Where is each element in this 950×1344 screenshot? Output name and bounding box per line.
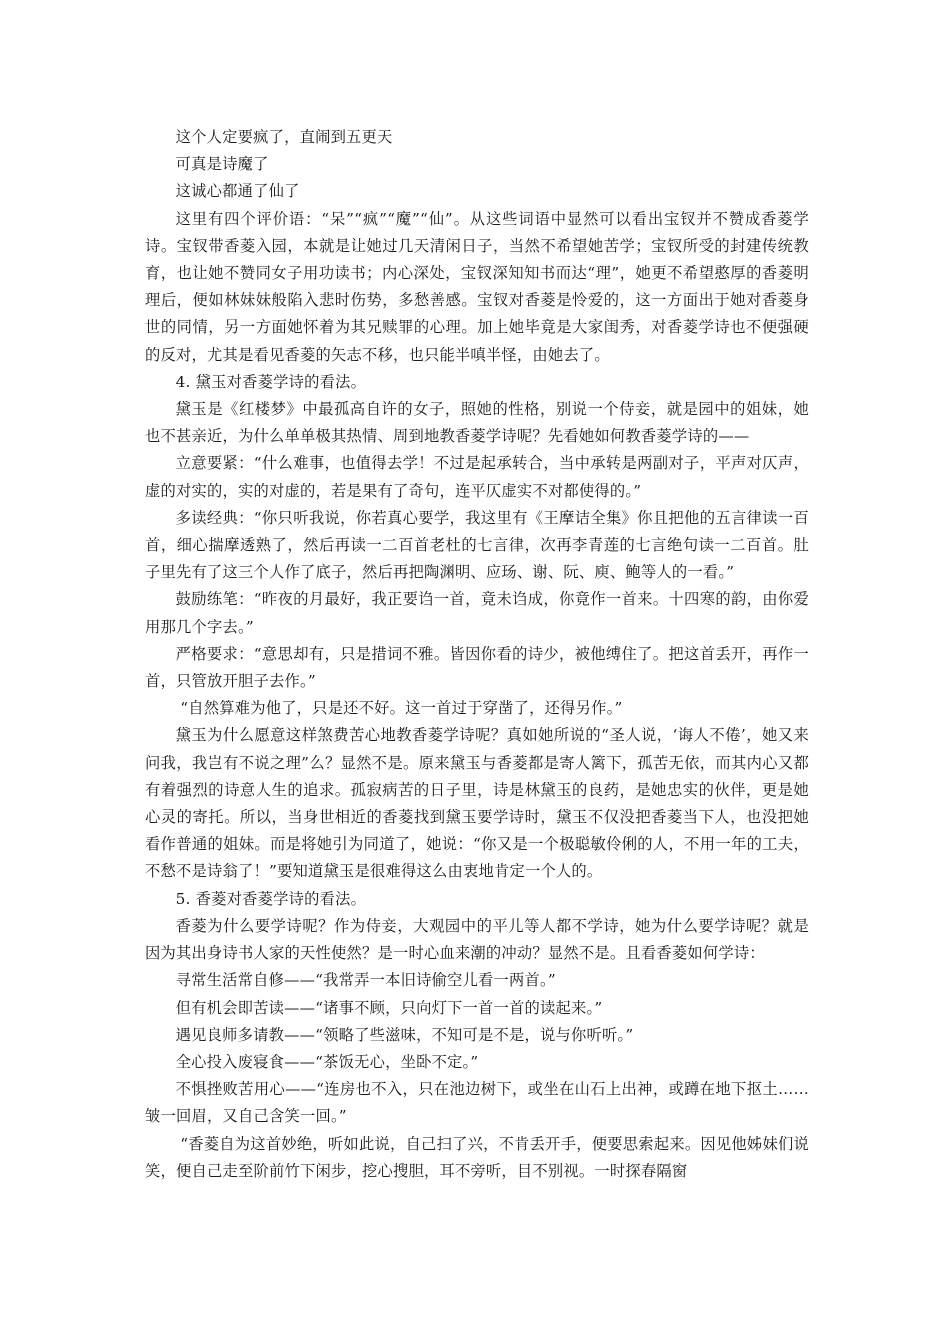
paragraph: 黛玉是《红楼梦》中最孤高自许的女子，照她的性格，别说一个侍妾，就是园中的姐妹，她也不甚亲近，为什么单单极其热情、周到地教香菱学诗呢？先看她如何教香菱学诗的—— bbox=[145, 400, 809, 446]
paragraph: 全心投入废寝食——“茶饭无心，坐卧不定。” bbox=[175, 1052, 479, 1071]
section-heading: 4. 黛玉对香菱学诗的看法。 bbox=[175, 372, 367, 391]
body-text bbox=[145, 124, 809, 1185]
paragraph: “香菱自为这首妙绝，听如此说，自己扫了兴，不肯丢开手，便要思索起来。因见他姊妹们说笑，便自己走至阶前竹下闲步，挖心搜胆，耳不旁听，目不别视。一时探春隔窗 bbox=[145, 1134, 809, 1180]
section-heading: 5. 香菱对香菱学诗的看法。 bbox=[175, 889, 367, 908]
paragraph: 遇见良师多请教——“领略了些滋味，不知可是不是，说与你听听。” bbox=[175, 1025, 634, 1044]
paragraph: 多读经典：“你只听我说，你若真心要学，我这里有《王摩诘全集》你且把他的五言律读一百首，细心揣摩透熟了，然后再读一二百首老杜的七言律，次再李青莲的七言绝句读一二百首。肚子里先有了这三个人作了底子，然后再把陶渊明、应玚、谢、阮、庾、鲍等人的一看。” bbox=[145, 508, 809, 582]
paragraph: 寻常生活常自修——“我常弄一本旧诗偷空儿看一两首。” bbox=[175, 971, 556, 990]
paragraph: 香菱为什么要学诗呢？作为侍妾，大观园中的平儿等人都不学诗，她为什么要学诗呢？就是因为其出身诗书人家的天性使然？是一时心血来潮的冲动？显然不是。且看香菱如何学诗： bbox=[145, 916, 809, 963]
paragraph: 这诚心都通了仙了 bbox=[175, 182, 300, 201]
paragraph: 这里有四个评价语：“呆”“疯”“魔”“仙”。从这些词语中显然可以看出宝钗并不赞成香菱学诗。宝钗带香菱入园，本就是让她过几天清闲日子，当然不希望她苦学；宝钗所受的封建传统教育，也让她不赞同女子用功读书；内心深处，宝钗深知知书而达“理”，她更不希望憨厚的香菱明理后，便如林妹妹般陷入悲时伤势，多愁善感。宝钗对香菱是怜爱的，这一方面出于她对香菱身世的同情，另一方面她怀着为其兄赎罪的心理。加上她毕竟是大家闺秀，对香菱学诗也不便强硬的反对，尤其是看见香菱的矢志不移，也只能半嗔半怪，由她去了。 bbox=[145, 209, 809, 364]
paragraph: 立意要紧：“什么难事，也值得去学！不过是起承转合，当中承转是两副对子，平声对仄声，虚的对实的，实的对虚的，若是果有了奇句，连平仄虚实不对都使得的。” bbox=[145, 454, 809, 500]
paragraph: 鼓励练笔：“昨夜的月最好，我正要诌一首，竟未诌成，你竟作一首来。十四寒的韵，由你爱用那几个字去。” bbox=[145, 590, 809, 636]
paragraph: 不惧挫败苦用心——“连房也不入，只在池边树下，或坐在山石上出神，或蹲在地下抠土……皱一回眉，又自己含笑一回。” bbox=[145, 1080, 809, 1126]
paragraph: 这个人定要疯了，直闹到五更天 bbox=[175, 128, 393, 146]
paragraph: 可真是诗魔了 bbox=[175, 155, 269, 174]
paragraph: 严格要求：“意思却有，只是措词不雅。皆因你看的诗少，被他缚住了。把这首丢开，再作一首，只管放开胆子去作。” bbox=[145, 644, 809, 691]
paragraph: “自然算难为他了，只是还不好。这一首过于穿凿了，还得另作。” bbox=[180, 699, 623, 718]
paragraph: 黛玉为什么愿意这样煞费苦心地教香菱学诗呢？真如她所说的“圣人说，‘诲人不倦’，她又来问我，我岂有不说之理”么？显然不是。原来黛玉与香菱都是寄人篱下，孤苦无依，而其内心又都有着强烈的诗意人生的追求。孤寂病苦的日子里，诗是林黛玉的良药，是她忠实的伙伴，更是她心灵的寄托。所以，当身世相近的香菱找到黛玉要学诗时，黛玉不仅没把香菱当下人，也没把她看作普通的姐妹。而是将她引为同道了，她说：“你又是一个极聪敏伶俐的人，不用一年的工夫，不愁不是诗翁了！”要知道黛玉是很难得这么由衷地肯定一个人的。 bbox=[145, 726, 809, 881]
paragraph: 但有机会即苦读——“诸事不顾，只向灯下一首一首的读起来。” bbox=[175, 998, 603, 1017]
